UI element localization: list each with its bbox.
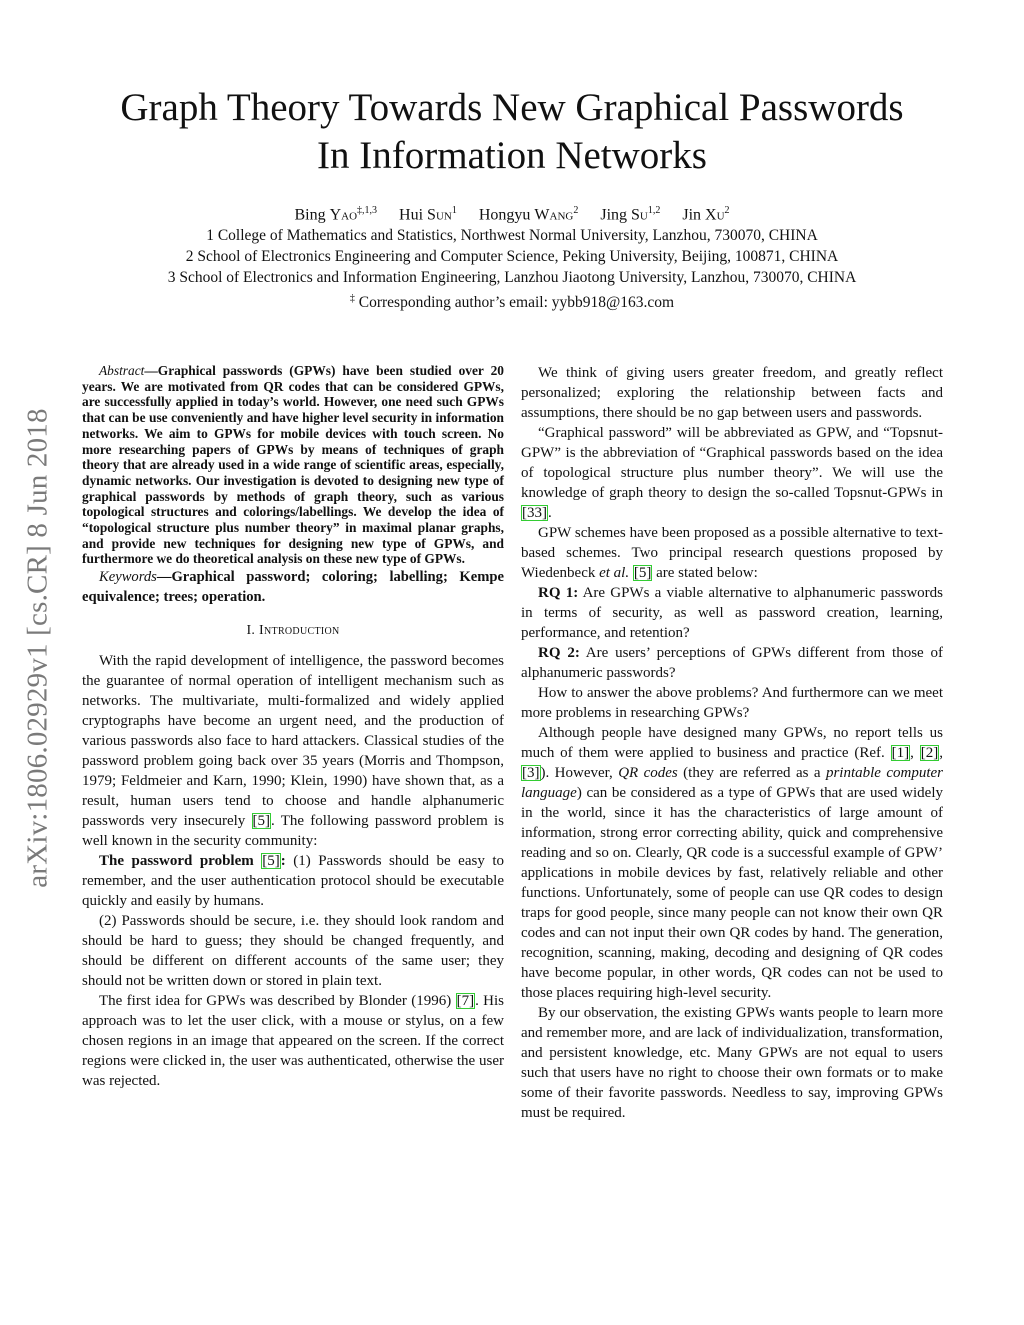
right-paragraph-4: How to answer the above problems? And furthermore can we meet more problems in researching GPWs? — [521, 685, 943, 721]
abstract-label: Abstract — [99, 363, 145, 378]
affiliation-1: 1 College of Mathematics and Statistics, Northwest Normal University, Lanzhou, 730070, CHINA — [206, 227, 818, 245]
corresponding-author: ‡ Corresponding author’s email: yybb918@163.com — [349, 293, 675, 312]
right-paragraph-2: “Graphical password” will be abbreviated as GPW, and “Topsnut-GPW” is the abbreviation of “Graphical passwords based on the idea of topological structure plus number theory”. We will use the knowledge of graph theory to design the so-called Topsnut-GPWs in [33]. — [521, 425, 943, 521]
keywords: Keywords—Graphical password; coloring; labelling; Kempe equivalence; trees; operation. — [82, 569, 504, 606]
left-column — [82, 363, 504, 1091]
author-names — [60, 200, 964, 225]
author: Jing Su$^{1,2}$ — [600, 205, 661, 224]
right-column — [521, 363, 943, 1123]
citation-link[interactable]: [5] — [633, 565, 652, 581]
author: Jin Xu$^2$ — [682, 205, 730, 224]
title-line-1: Graph Theory Towards New Graphical Passwords — [120, 86, 904, 129]
password-problem-paragraph: The password problem [5]: (1) Passwords should be easy to remember, and the user authentication protocol should be executable quickly and easily by humans. — [82, 853, 504, 910]
paper-title — [60, 84, 964, 180]
affiliation-2: 2 School of Electronics Engineering and Computer Science, Peking University, Beijing, 100871, CHINA — [185, 248, 839, 266]
affiliation-3: 3 School of Electronics and Information Engineering, Lanzhou Jiaotong University, Lanzhou, 730070, CHINA — [167, 269, 857, 287]
research-question-1: RQ 1: Are GPWs a viable alternative to alphanumeric passwords in terms of security, as well as password creation, learning, performance, and retention? — [521, 585, 943, 641]
citation-link[interactable]: [2] — [920, 745, 939, 761]
section-heading-introduction: I. Introduction — [246, 623, 340, 639]
intro-paragraph-1: With the rapid development of intelligence, the password becomes the guarantee of normal operation of intelligent mechanism such as networks. The multivariate, multi-formalized and widely applied cryptographs have become an urgent need, and the production of various passwords also face to hard attackers. Classical studies of the password problem going back over 35 years (Morris and Thompson, 1979; Feldmeier and Karn, 1990; Klein, 1990) have shown that, as a result, human users tend to choose and handle alphanumeric passwords very insecurely [5]. The following password problem is well known in the security community: — [82, 653, 504, 850]
right-paragraph-1: We think of giving users greater freedom, and greatly reflect personalized; exploring the relationship between facts and assumptions, there should be no gap between users and passwords. — [521, 365, 943, 421]
citation-link[interactable]: [7] — [456, 993, 475, 1010]
intro-paragraph-3: (2) Passwords should be secure, i.e. they should look random and should be hard to guess; they should be changed frequently, and should be different on different accounts of the same user; they should not be written down or stored in plain text. — [82, 913, 504, 990]
author: Bing Yao$^{\ddagger,1,3}$ — [294, 205, 378, 224]
arxiv-sidebar — [18, 365, 58, 930]
keywords-label: Keywords — [99, 569, 157, 586]
citation-link[interactable]: [5] — [262, 853, 280, 870]
right-paragraph-3: GPW schemes have been proposed as a possible alternative to text-based schemes. Two principal research questions proposed by Wiedenbeck et al. [5] are stated below: — [521, 525, 943, 581]
arxiv-identifier: arXiv:1806.02929v1 [cs.CR] 8 Jun 2018 — [21, 407, 54, 888]
abstract: Abstract—Graphical passwords (GPWs) have been studied over 20 years. We are motivated from QR codes that can be considered GPWs, are successfully applied in today’s world. However, one need such GPWs that can be use conveniently and have higher level security in information networks. We aim to GPWs for mobile devices with touch screen. No more researching papers of GPWs by means of techniques of graph theory that are already used in a wide range of scientific areas, especially, dynamic networks. Our investigation is devoted to designing new type of graphical passwords by methods of graph theory, such as various topological structures and colorings/labellings. We develop the idea of “topological structure plus number theory” in maximal planar graphs, and provide new techniques for designing new type of GPWs, and furthermore we do theoretical analysis on these new type of GPWs. — [82, 363, 504, 567]
research-question-2: RQ 2: Are users’ perceptions of GPWs different from those of alphanumeric passwords? — [521, 645, 943, 681]
citation-link[interactable]: [5] — [252, 813, 271, 830]
intro-paragraph-4: The first idea for GPWs was described by Blonder (1996) [7]. His approach was to let the user click, with a mouse or stylus, on a few chosen regions in an image that appeared on the screen. If the correct regions were clicked in, the user was authenticated, otherwise the user was rejected. — [82, 993, 504, 1090]
citation-link[interactable]: [33] — [522, 505, 547, 521]
title-line-2: In Information Networks — [317, 134, 707, 177]
citation-link[interactable]: [1] — [891, 745, 910, 761]
author-block — [60, 200, 964, 313]
citation-link[interactable]: [3] — [522, 765, 540, 781]
author: Hongyu Wang$^2$ — [478, 205, 579, 224]
author: Hui Sun$^1$ — [399, 205, 457, 224]
right-paragraph-6: By our observation, the existing GPWs wants people to learn more and remember more, and are lack of individualization, transformation, and persistent knowledge, etc. Many GPWs are not equal to users such that users have no right to choose their own formats or to make some of their favorite passwords. Needless to say, improving GPWs must be required. — [521, 1005, 943, 1121]
right-paragraph-5: Although people have designed many GPWs, no report tells us much of them were applied to business and practice (Ref. [1], [2], [3]). However, QR codes (they are referred as a printable computer language) can be considered as a type of GPWs that are used widely in the world, since it has the characteristics of large amount of information, strong error correcting ability, quick and comprehensive reading and so on. Clearly, QR code is a successful example of GPW’ applications in mobile devices by fast, relatively reliable and other functions. Unfortunately, some of people can use QR codes to design traps for good people, since many people can not know their own QR codes and can not input their own QR codes by hand. The generation, recognition, scanning, making, decoding and designing of QR codes have become popular, in other words, QR codes can not be used to those places requiring high-level security. — [521, 725, 944, 1001]
